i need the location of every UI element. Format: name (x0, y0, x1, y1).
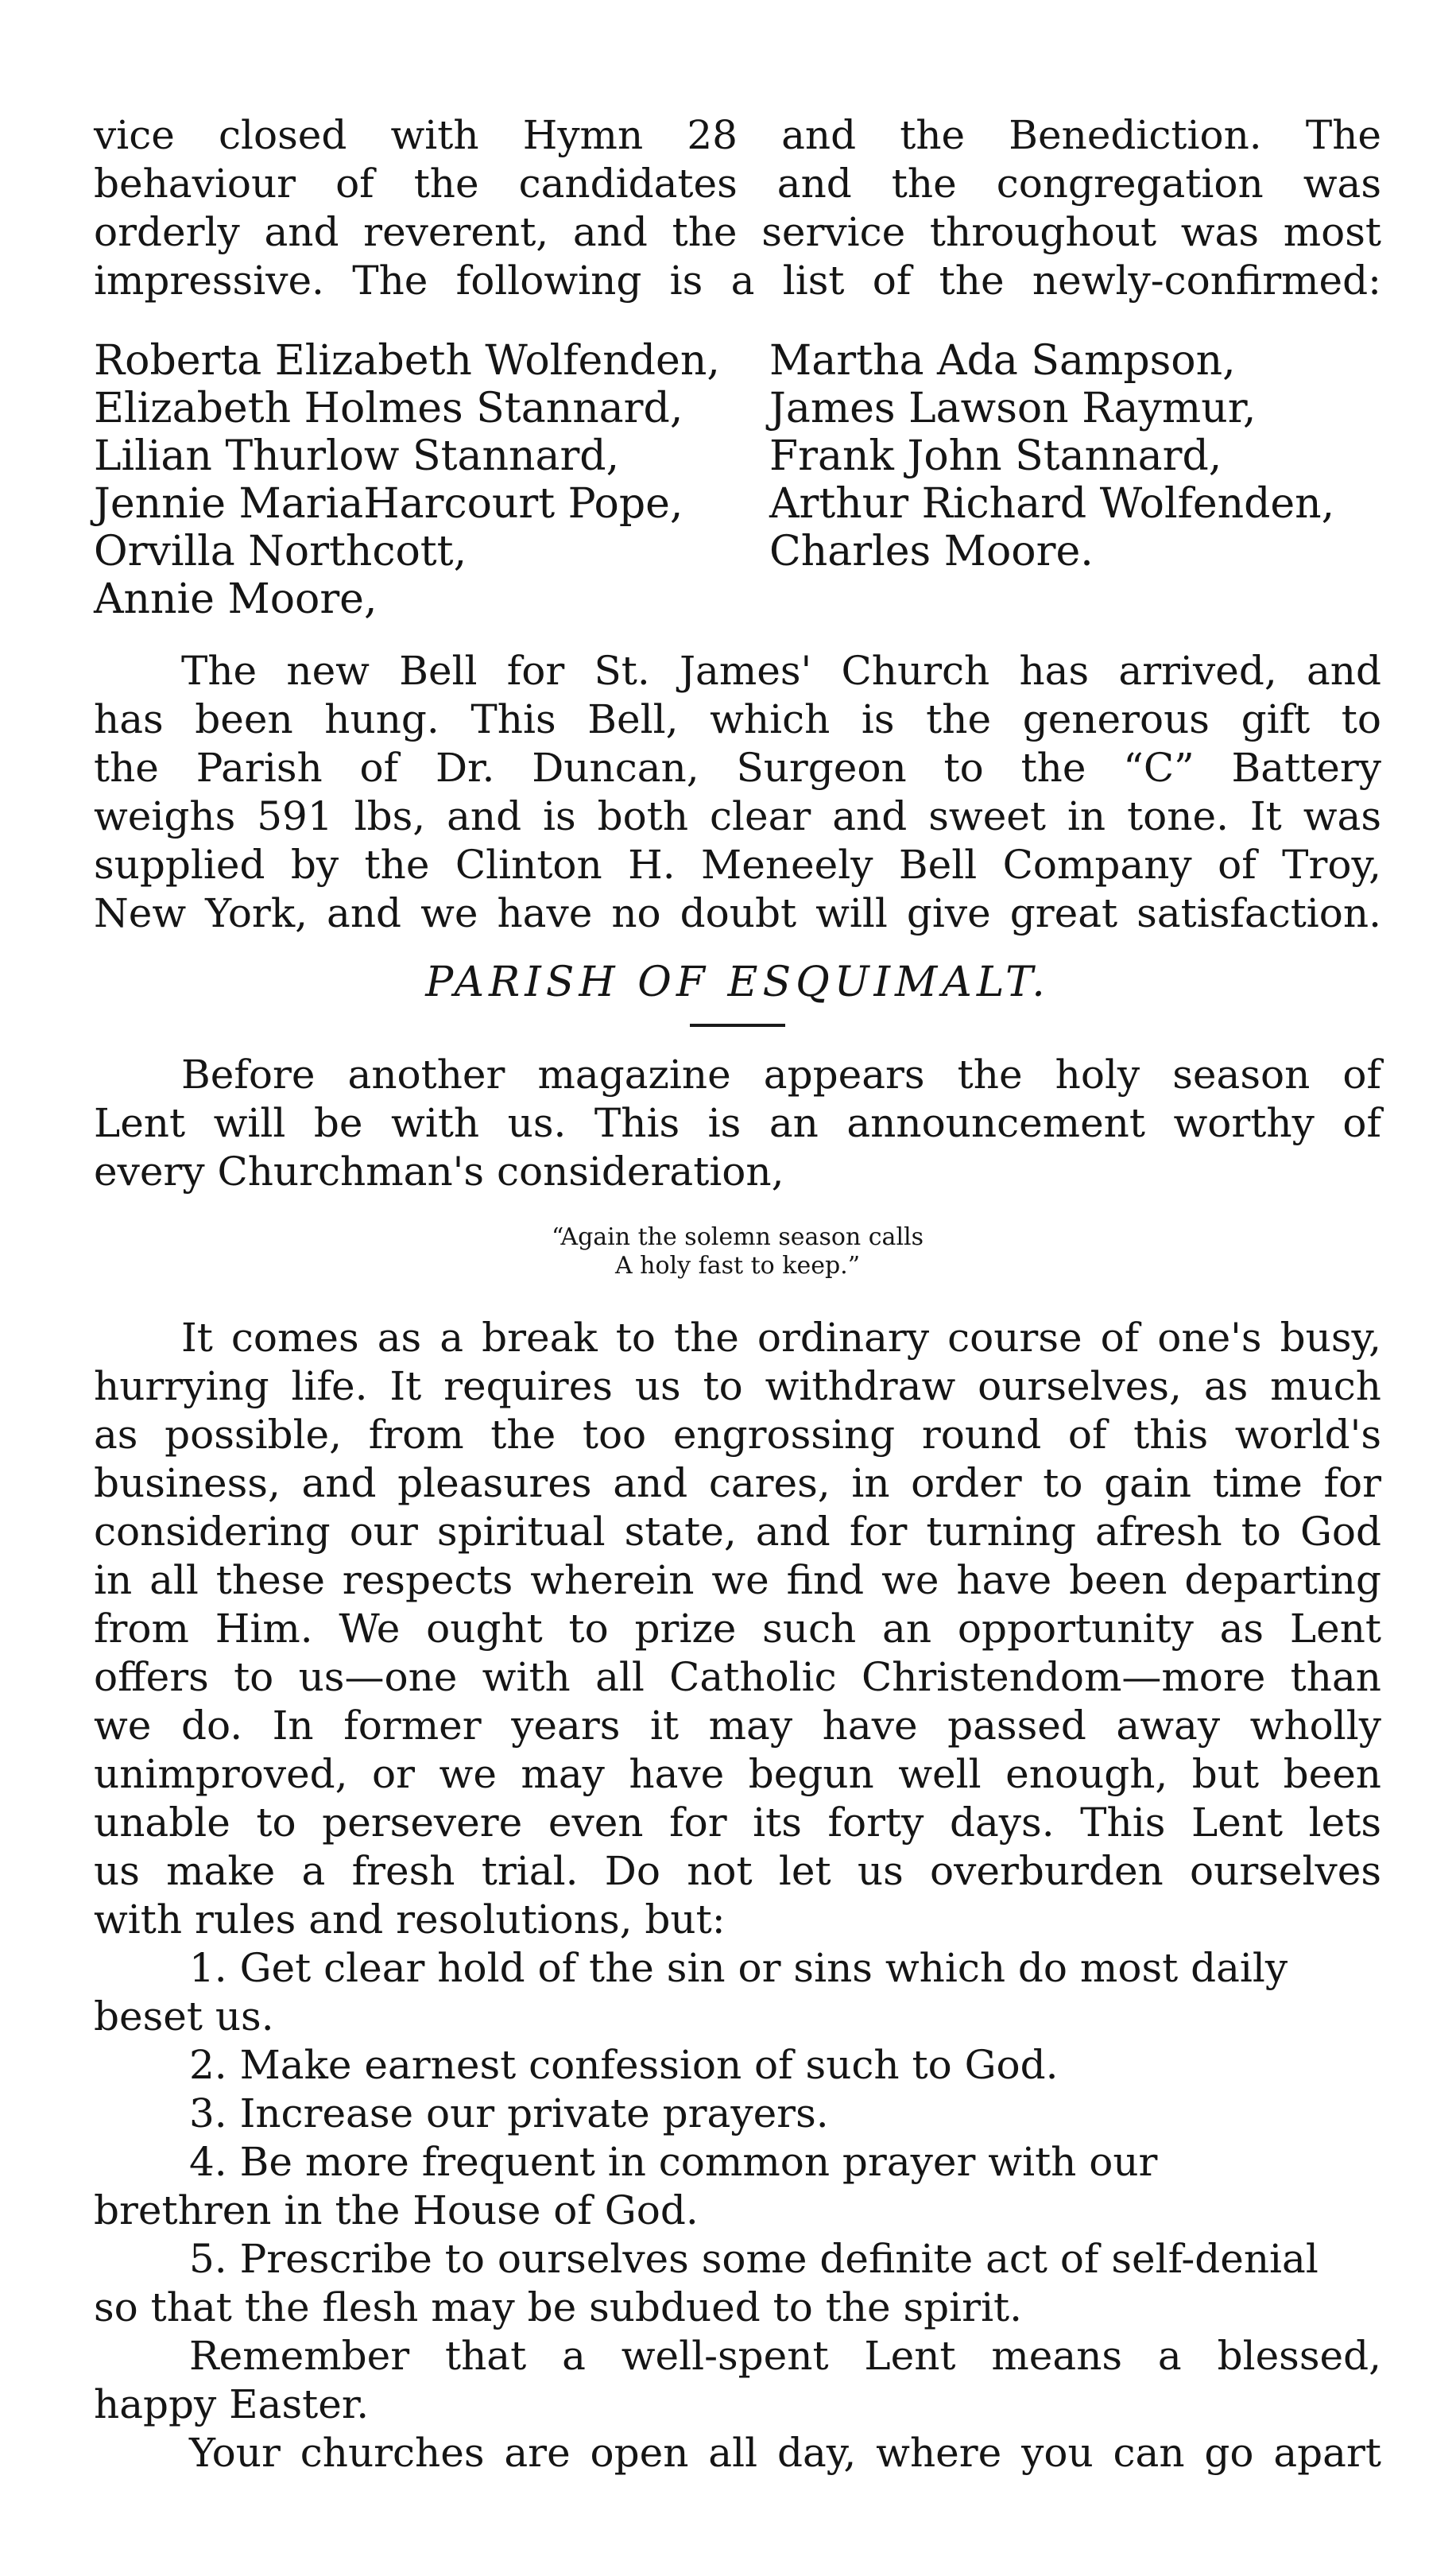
confirmed-name: Arthur Richard Wolfenden, (769, 480, 1335, 528)
text-line: The new Bell for St. James' Church has arrived, and (181, 648, 1381, 694)
rule-item (94, 1944, 1381, 2041)
confirmed-names-list (94, 337, 1381, 623)
text-line: Lent will be with us. This is an announcement worthy of (94, 1100, 1381, 1146)
text-line: us make a fresh trial. Do not let us overburden ourselves (94, 1848, 1381, 1894)
rule-first-line: 3. Increase our private prayers. (189, 2090, 829, 2136)
rule-continuation-line: brethren in the House of God. (94, 2187, 699, 2233)
confirmed-name: Jennie MariaHarcourt Pope, (94, 480, 683, 528)
text-line: from Him. We ought to prize such an opportunity as Lent (94, 1606, 1381, 1652)
text-line: Your churches are open all day, where you can go apart (189, 2430, 1381, 2476)
confirmed-name: Frank John Stannard, (769, 432, 1222, 480)
intro-paragraph (94, 111, 1381, 305)
confirmed-name: Martha Ada Sampson, (769, 337, 1236, 385)
confirmed-name: Orvilla Northcott, (94, 528, 467, 575)
hymn-quote (94, 1223, 1381, 1280)
quote-line: “Again the solemn season calls (551, 1223, 924, 1251)
rule-item (94, 2090, 1381, 2138)
text-line: considering our spiritual state, and for turning afresh to God (94, 1509, 1381, 1555)
lent-body-paragraph (94, 1314, 1381, 1944)
text-line: Remember that a well-spent Lent means a blessed, (189, 2333, 1381, 2379)
confirmed-names-right-column (769, 337, 1334, 575)
text-line: with rules and resolutions, but: (94, 1896, 726, 1943)
rule-first-line: 4. Be more frequent in common prayer with our (189, 2139, 1158, 2185)
rule-first-line: 2. Make earnest confession of such to God. (189, 2042, 1059, 2088)
text-line: vice closed with Hymn 28 and the Benediction. The (94, 112, 1381, 158)
text-line: supplied by the Clinton H. Meneely Bell Company of Troy, (94, 842, 1381, 888)
text-line: weighs 591 lbs, and is both clear and sweet in tone. It was (94, 793, 1381, 839)
text-line: we do. In former years it may have passed away wholly (94, 1703, 1381, 1749)
text-column (94, 111, 1381, 2477)
text-line: every Churchman's consideration, (94, 1149, 784, 1195)
rule-first-line: 5. Prescribe to ourselves some definite act of self-denial (189, 2236, 1319, 2282)
bell-paragraph (94, 647, 1381, 938)
confirmed-name: Roberta Elizabeth Wolfenden, (94, 337, 720, 385)
heading-rule (690, 1024, 785, 1027)
rule-item (94, 2138, 1381, 2235)
rule-item (94, 2235, 1381, 2332)
rule-continuation-line: beset us. (94, 1993, 274, 2040)
text-line: has been hung. This Bell, which is the generous gift to (94, 696, 1381, 742)
text-line: New York, and we have no doubt will give great satisfaction. (94, 890, 1381, 936)
confirmed-name: Charles Moore. (769, 528, 1094, 575)
confirmed-names-left-column (94, 337, 720, 623)
text-line: behaviour of the candidates and the congregation was (94, 161, 1381, 207)
confirmed-name: Lilian Thurlow Stannard, (94, 432, 620, 480)
rule-first-line: 1. Get clear hold of the sin or sins which do most daily (189, 1945, 1288, 1991)
rule-item (94, 2041, 1381, 2090)
text-line: business, and pleasures and cares, in order to gain time for (94, 1460, 1381, 1506)
closing-paragraph (94, 2332, 1381, 2477)
text-line: happy Easter. (94, 2381, 370, 2427)
text-line: the Parish of Dr. Duncan, Surgeon to the “C” Battery (94, 745, 1381, 791)
text-line: Before another magazine appears the holy season of (181, 1052, 1381, 1098)
text-line: hurrying life. It requires us to withdraw ourselves, as much (94, 1363, 1381, 1409)
text-line: in all these respects wherein we find we have been departing (94, 1557, 1381, 1603)
confirmed-name: James Lawson Raymur, (769, 385, 1257, 432)
lent-intro-paragraph (94, 1051, 1381, 1196)
confirmed-name: Annie Moore, (94, 575, 378, 623)
text-line: unimproved, or we may have begun well enough, but been (94, 1751, 1381, 1797)
text-line: offers to us—one with all Catholic Christendom—more than (94, 1654, 1381, 1700)
confirmed-name: Elizabeth Holmes Stannard, (94, 385, 683, 432)
text-line: as possible, from the too engrossing round of this world's (94, 1412, 1381, 1458)
text-line: impressive. The following is a list of the newly-confirmed: (94, 258, 1381, 304)
quote-line: A holy fast to keep.” (614, 1252, 861, 1280)
text-line: orderly and reverent, and the service throughout was most (94, 209, 1381, 255)
section-heading: PARISH OF ESQUIMALT. (425, 959, 1050, 1006)
text-line: unable to persevere even for its forty days. This Lent lets (94, 1799, 1381, 1846)
rule-continuation-line: so that the flesh may be subdued to the spirit. (94, 2284, 1023, 2330)
text-line: It comes as a break to the ordinary course of one's busy, (181, 1315, 1381, 1361)
